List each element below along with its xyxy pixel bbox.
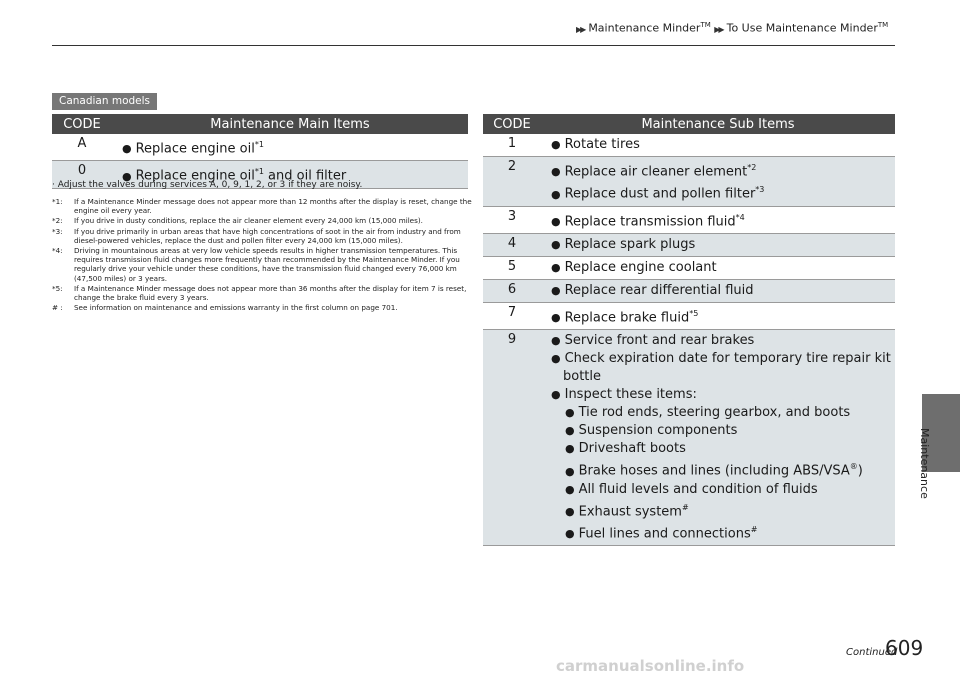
footnote-text: If you drive primarily in urban areas that have high concentrations of soot in the air from industry and from diesel-powered vehicles, replace the dust and pollen filter every 24,000 km (15,000 miles). bbox=[74, 226, 461, 245]
bullet-dot-icon: ● bbox=[551, 311, 561, 325]
item-text: Exhaust system bbox=[578, 503, 682, 519]
row-code: 5 bbox=[483, 256, 541, 279]
header-rule bbox=[52, 45, 895, 46]
item-text: Replace engine oil bbox=[135, 141, 255, 157]
table-row bbox=[483, 330, 895, 546]
row-code: 1 bbox=[483, 134, 541, 157]
row-code: 4 bbox=[483, 233, 541, 256]
table-row bbox=[483, 256, 895, 279]
item-text: Replace engine oil bbox=[135, 168, 255, 184]
footnote-text: If a Maintenance Minder message does not appear more than 12 months after the display is reset, change the engine oil every year. bbox=[74, 197, 472, 216]
item-text: Fuel lines and connections bbox=[578, 526, 751, 542]
continued-label: Continued bbox=[846, 647, 898, 658]
list-item bbox=[122, 136, 468, 158]
footnote bbox=[52, 246, 472, 283]
footnote-mark: # : bbox=[52, 303, 63, 313]
items-column-header: Maintenance Main Items bbox=[112, 114, 468, 134]
page-number: 609 bbox=[885, 636, 924, 660]
breadcrumb bbox=[576, 21, 888, 35]
footnote-text: If you drive in dusty conditions, replace the air cleaner element every 24,000 km (15,000 miles). bbox=[74, 216, 423, 226]
footnote-mark: *4: bbox=[52, 246, 63, 256]
item-text-suffix: ) bbox=[857, 463, 863, 479]
bullet-dot-icon: ● bbox=[551, 138, 561, 151]
item-text: All fluid levels and condition of fluids bbox=[578, 481, 818, 497]
main-items-table bbox=[52, 114, 468, 189]
bullet-dot-icon: ● bbox=[122, 142, 132, 156]
item-text: Check expiration date for temporary tire repair kit bottle bbox=[563, 351, 891, 385]
bullet-dot-icon: ● bbox=[565, 527, 575, 541]
registered-mark: ® bbox=[849, 462, 858, 472]
bullet-dot-icon: ● bbox=[551, 214, 561, 228]
item-text: Replace dust and pollen filter bbox=[564, 186, 756, 202]
footnote bbox=[52, 227, 472, 245]
bullet-dot-icon: ● bbox=[551, 388, 561, 402]
bullet-dot-icon: ● bbox=[551, 165, 561, 179]
footnote-ref: # bbox=[681, 502, 689, 512]
footnote-mark: *2: bbox=[52, 216, 63, 226]
item-text: Suspension components bbox=[578, 423, 738, 439]
row-code: 9 bbox=[483, 330, 541, 546]
item-text: Rotate tires bbox=[564, 137, 640, 152]
list-item bbox=[551, 136, 895, 154]
list-item bbox=[551, 159, 895, 181]
region-badge: Canadian models bbox=[52, 93, 157, 110]
row-items bbox=[541, 256, 895, 279]
row-items bbox=[541, 279, 895, 302]
item-text-suffix: and oil filter bbox=[263, 168, 347, 184]
bullet-dot-icon: ● bbox=[122, 169, 132, 183]
list-item bbox=[551, 440, 895, 458]
list-item bbox=[551, 499, 895, 521]
row-items bbox=[541, 330, 895, 546]
list-item bbox=[551, 404, 895, 422]
footnote-text: See information on maintenance and emissions warranty in the first column on page 701. bbox=[74, 303, 398, 313]
bullet-dot-icon: ● bbox=[551, 260, 561, 274]
list-item bbox=[551, 259, 895, 277]
footnote bbox=[52, 303, 472, 312]
list-item bbox=[551, 209, 895, 231]
bullet-dot-icon: ● bbox=[565, 482, 575, 496]
row-code: 0 bbox=[52, 161, 112, 188]
list-item bbox=[551, 332, 895, 350]
footnote-ref: *4 bbox=[735, 212, 745, 222]
list-item bbox=[551, 350, 895, 386]
row-code: 2 bbox=[483, 157, 541, 207]
footnotes bbox=[52, 197, 472, 313]
bullet-dot-icon: ● bbox=[565, 424, 575, 438]
items-column-header: Maintenance Sub Items bbox=[541, 114, 895, 134]
row-items bbox=[541, 302, 895, 329]
footnote-text: If a Maintenance Minder message does not appear more than 36 months after the display for item 7 is reset, change the brake fluid every 3 years. bbox=[74, 283, 467, 303]
list-item bbox=[551, 386, 895, 404]
table-row bbox=[52, 134, 468, 161]
code-column-header: CODE bbox=[52, 114, 112, 134]
row-code: 6 bbox=[483, 279, 541, 302]
footnote-ref: *1 bbox=[254, 140, 264, 149]
item-text: Replace transmission fluid bbox=[564, 213, 736, 229]
footnote-ref: *2 bbox=[747, 163, 757, 172]
code-column-header: CODE bbox=[483, 114, 541, 134]
list-item bbox=[551, 481, 895, 499]
row-code: A bbox=[52, 134, 112, 161]
row-items bbox=[112, 134, 468, 161]
item-text: Replace air cleaner element bbox=[564, 164, 748, 180]
list-item bbox=[551, 458, 895, 480]
footnote-ref: *1 bbox=[254, 167, 264, 177]
row-items bbox=[541, 157, 895, 207]
list-item bbox=[551, 521, 895, 543]
bullet-dot-icon: ● bbox=[565, 464, 575, 478]
footnote-text: Driving in mountainous areas at very low vehicle speeds results in higher transmission temperatures. This requires transmission fluid changes more frequently than recommended by the Maintenance Minder. If you regularly drive your vehicle under these conditions, have the transmission fluid changed every 76,000 km (47,500 miles) or 3 years. bbox=[74, 246, 460, 283]
item-text: Inspect these items: bbox=[564, 387, 697, 403]
bullet-dot-icon: ● bbox=[551, 237, 561, 251]
row-items bbox=[541, 233, 895, 256]
row-code: 7 bbox=[483, 302, 541, 329]
list-item bbox=[551, 305, 895, 327]
row-items bbox=[541, 134, 895, 157]
bullet-dot-icon: ● bbox=[565, 442, 575, 456]
footnote-mark: *1: bbox=[52, 197, 63, 206]
footnote bbox=[52, 284, 472, 302]
item-text: Replace brake fluid bbox=[564, 310, 690, 326]
footnote bbox=[52, 216, 472, 225]
item-text: Replace spark plugs bbox=[564, 236, 696, 252]
item-text: Brake hoses and lines (including ABS/VSA bbox=[578, 463, 850, 479]
double-triangle-arrow-icon: ▶▶ bbox=[576, 24, 585, 34]
footnote-ref: *3 bbox=[755, 185, 765, 195]
bullet-dot-icon: ● bbox=[551, 283, 561, 297]
breadcrumb-sub-section: To Use Maintenance Minder bbox=[726, 21, 878, 35]
table-row bbox=[483, 233, 895, 256]
valve-adjust-note: · Adjust the valves during services A, 0, 9, 1, 2, or 3 if they are noisy. bbox=[52, 180, 363, 190]
bullet-dot-icon: ● bbox=[551, 334, 561, 348]
footnote-mark: *5: bbox=[52, 283, 63, 293]
sub-items-table bbox=[483, 114, 895, 546]
section-side-label: Maintenance bbox=[918, 428, 931, 499]
table-row bbox=[483, 157, 895, 207]
table-row bbox=[483, 134, 895, 157]
bullet-dot-icon: ● bbox=[551, 187, 561, 201]
row-code: 3 bbox=[483, 206, 541, 233]
footnote-ref: *5 bbox=[689, 308, 699, 318]
bullet-dot-icon: ● bbox=[565, 504, 575, 518]
footnote-mark: *3: bbox=[52, 226, 63, 236]
table-row bbox=[483, 206, 895, 233]
list-item bbox=[551, 236, 895, 254]
table-row bbox=[483, 302, 895, 329]
item-text: Driveshaft boots bbox=[578, 441, 686, 457]
trademark-mark: TM bbox=[877, 21, 889, 29]
watermark: carmanualsonline.info bbox=[556, 657, 745, 675]
bullet-dot-icon: ● bbox=[551, 352, 561, 366]
list-item bbox=[551, 422, 895, 440]
item-text: Service front and rear brakes bbox=[564, 333, 755, 349]
table-row bbox=[483, 279, 895, 302]
item-text: Replace engine coolant bbox=[564, 259, 717, 275]
double-triangle-arrow-icon: ▶▶ bbox=[714, 24, 723, 34]
footnote bbox=[52, 197, 472, 215]
row-items bbox=[541, 206, 895, 233]
list-item bbox=[551, 282, 895, 300]
item-text: Replace rear differential fluid bbox=[564, 282, 754, 298]
item-text: Tie rod ends, steering gearbox, and boots bbox=[578, 405, 851, 421]
footnote-ref: # bbox=[750, 524, 758, 534]
breadcrumb-section: Maintenance Minder bbox=[588, 21, 701, 35]
bullet-dot-icon: ● bbox=[565, 406, 575, 420]
list-item bbox=[551, 181, 895, 203]
trademark-mark: TM bbox=[700, 21, 711, 29]
